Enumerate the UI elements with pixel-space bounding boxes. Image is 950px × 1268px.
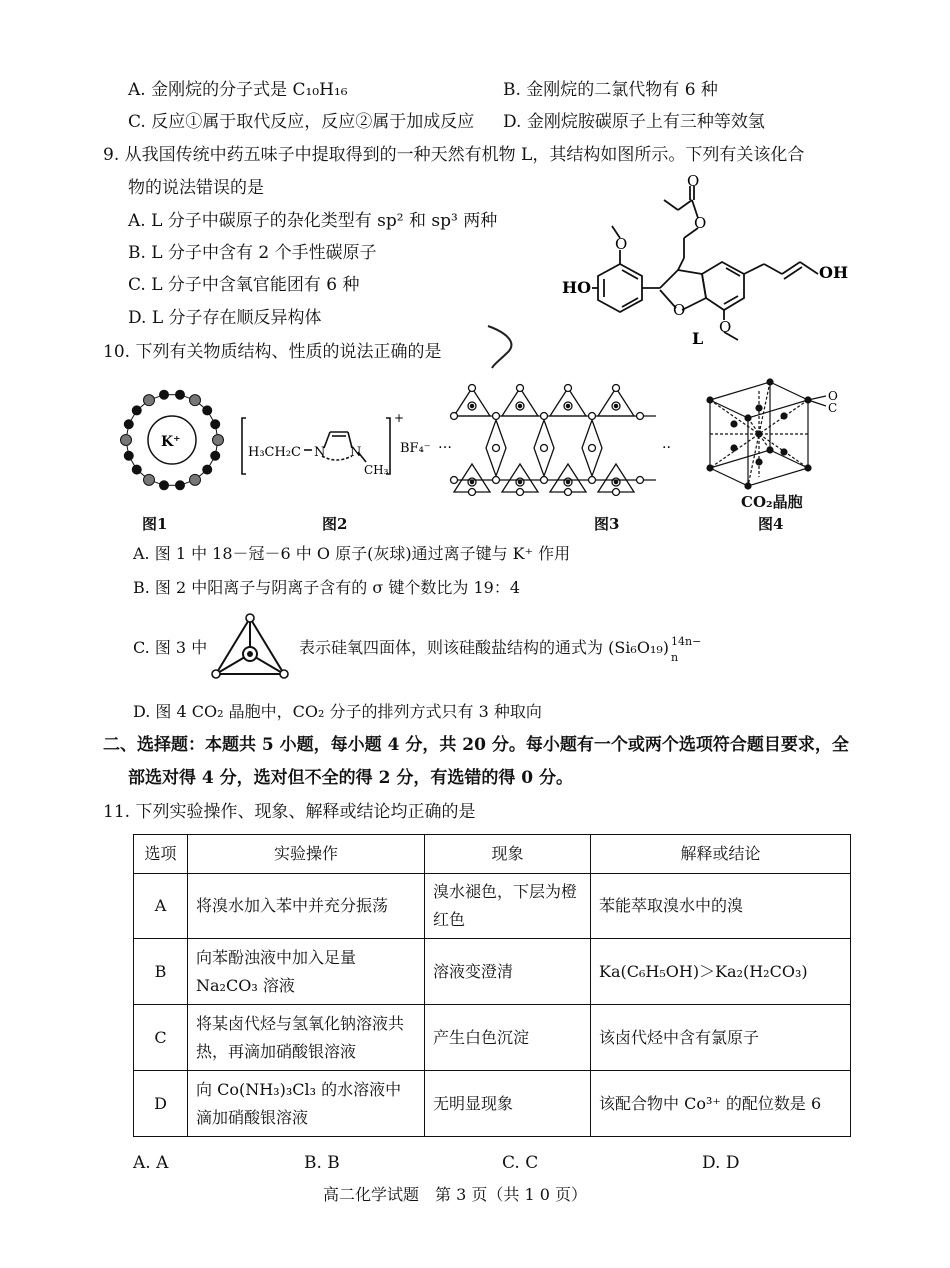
crown-atom — [190, 474, 201, 485]
q11-stem: 11. 下列实验操作、现象、解释或结论均正确的是 — [103, 802, 476, 822]
table-cell-operation: 将溴水加入苯中并充分振荡 — [188, 874, 425, 939]
table-cell-conclusion: Ka(C₆H₅OH)＞Ka₂(H₂CO₃) — [591, 939, 851, 1005]
oxygen-atom — [613, 489, 620, 496]
crown-atom — [175, 390, 184, 399]
q10-stem: 10. 下列有关物质结构、性质的说法正确的是 — [103, 342, 442, 362]
oxygen-atom — [493, 413, 500, 420]
oxygen-atom — [613, 385, 620, 392]
q9-option-a: A. L 分子中碳原子的杂化类型有 sp² 和 sp³ 两种 — [128, 211, 498, 231]
formula-n: n — [671, 651, 679, 664]
experiment-table — [133, 834, 851, 1137]
table-cell-option: A — [134, 874, 188, 939]
table-row — [134, 874, 851, 939]
table-cell-option: D — [134, 1071, 188, 1137]
table-cell-conclusion: 该配合物中 Co³⁺ 的配位数是 6 — [591, 1071, 851, 1137]
oxygen-atom — [493, 445, 500, 452]
ho-label: HO — [562, 278, 592, 297]
methoxy-o-top: O — [615, 235, 628, 253]
oxygen-atom — [541, 477, 548, 484]
q10-option-c-pre: C. 图 3 中 — [133, 638, 208, 657]
formula-charge: 14n− — [671, 635, 702, 648]
crown-atom — [160, 481, 169, 490]
oxygen-atom — [451, 477, 458, 484]
q10-option-b: B. 图 2 中阳离子与阴离子含有的 σ 键个数比为 19：4 — [133, 578, 521, 597]
crown-atom — [175, 481, 184, 490]
q11-choice-b: B. B — [304, 1153, 340, 1173]
co2-molecule — [755, 458, 762, 465]
oxygen-atom — [541, 413, 548, 420]
fig4-o-label: O — [828, 389, 838, 403]
q10-option-d: D. 图 4 CO₂ 晶胞中，CO₂ 分子的排列方式只有 3 种取向 — [133, 702, 542, 721]
table-header: 解释或结论 — [591, 835, 851, 874]
structure-label: L — [692, 329, 704, 348]
q11-choice-d: D. D — [702, 1153, 740, 1173]
crown-atom — [144, 395, 155, 406]
q8-option-d: D. 金刚烷胺碳原子上有三种等效氢 — [503, 112, 765, 132]
oxygen-atom — [517, 489, 524, 496]
co2-molecule — [744, 414, 751, 421]
oxygen-atom — [517, 385, 524, 392]
figure-4-label: 图4 — [758, 515, 784, 533]
q9-stem: 9. 从我国传统中药五味子中提取得到的一种天然有机物 L，其结构如图所示。下列有关该化合 — [103, 145, 805, 165]
crown-atom — [124, 451, 133, 460]
crown-atom — [160, 390, 169, 399]
q9-stem-cont: 物的说法错误的是 — [128, 178, 264, 198]
oxygen-atom — [469, 489, 476, 496]
q10-option-c-post — [299, 635, 703, 664]
ethyl-group: H₃CH₂C — [248, 445, 301, 460]
table-cell-phenomenon: 产生白色沉淀 — [425, 1005, 591, 1071]
figure-2-ionic-liquid — [238, 412, 438, 482]
fig4-c-label: C — [828, 401, 838, 415]
table-cell-operation: 将某卤代烃与氢氧化钠溶液共热，再滴加硝酸银溶液 — [188, 1005, 425, 1071]
molecule-L-structure — [560, 172, 860, 348]
co2-molecule — [780, 448, 787, 455]
co2-molecule — [766, 378, 773, 385]
imidazole-n2: N — [350, 445, 362, 460]
figure-2-label: 图2 — [322, 515, 348, 533]
oxygen-atom — [469, 385, 476, 392]
table-cell-conclusion: 该卤代烃中含有氯原子 — [591, 1005, 851, 1071]
section-2-header-cont: 部选对得 4 分，选对但不全的得 2 分，有选错的得 0 分。 — [128, 768, 573, 788]
co2-molecule — [730, 420, 737, 427]
table-header: 实验操作 — [188, 835, 425, 874]
co2-molecule — [706, 396, 713, 403]
q8-option-a: A. 金刚烷的分子式是 C₁₀H₁₆ — [128, 80, 348, 100]
fig3-ellipsis-right: .. — [662, 436, 671, 452]
table-cell-phenomenon: 无明显现象 — [425, 1071, 591, 1137]
figure-1-crown-ether — [112, 382, 232, 502]
table-cell-phenomenon: 溶液变澄清 — [425, 939, 591, 1005]
q8-option-c: C. 反应①属于取代反应，反应②属于加成反应 — [128, 112, 475, 132]
oxygen-atom — [637, 477, 644, 484]
figure-3-silicate — [436, 380, 676, 500]
crown-atom — [144, 474, 155, 485]
table-cell-conclusion: 苯能萃取溴水中的溴 — [591, 874, 851, 939]
section-2-header: 二、选择题：本题共 5 小题，每小题 4 分，共 20 分。每小题有一个或两个选项符合题目要求，全 — [103, 735, 849, 755]
oxygen-atom — [637, 413, 644, 420]
table-header: 选项 — [134, 835, 188, 874]
co2-molecule — [766, 446, 773, 453]
co2-molecule — [804, 396, 811, 403]
oxygen-atom — [493, 477, 500, 484]
table-cell-operation: 向 Co(NH₃)₃Cl₃ 的水溶液中滴加硝酸银溶液 — [188, 1071, 425, 1137]
co2-molecule — [755, 430, 762, 437]
page-footer: 高二化学试题 第 3 页（共 1 0 页） — [323, 1185, 587, 1204]
table-cell-option: B — [134, 939, 188, 1005]
oxygen-atom — [565, 385, 572, 392]
co2-molecule — [744, 482, 751, 489]
oxygen-atom — [589, 413, 596, 420]
table-header: 现象 — [425, 835, 591, 874]
q9-option-b: B. L 分子中含有 2 个手性碳原子 — [128, 243, 377, 263]
q11-choice-c: C. C — [502, 1153, 539, 1173]
co2-molecule — [780, 412, 787, 419]
q8-option-b: B. 金刚烷的二氯代物有 6 种 — [503, 80, 718, 100]
table-header-row — [134, 835, 851, 874]
oxygen-atom — [451, 413, 458, 420]
table-row — [134, 939, 851, 1005]
table-cell-operation: 向苯酚浊液中加入足量 Na₂CO₃ 溶液 — [188, 939, 425, 1005]
table-cell-phenomenon: 溴水褪色，下层为橙红色 — [425, 874, 591, 939]
ring-o: O — [673, 301, 686, 319]
oxygen-atom — [565, 489, 572, 496]
methoxy-o-bottom: O — [719, 318, 732, 336]
crown-atom — [211, 451, 220, 460]
figure-4-co2-cell — [700, 378, 840, 490]
table-cell-option: C — [134, 1005, 188, 1071]
bf4-anion: BF₄⁻ — [400, 441, 431, 456]
co2-molecule — [730, 444, 737, 451]
co2-molecule — [706, 464, 713, 471]
handwritten-mark — [484, 322, 524, 372]
q10-option-c-text: 表示硅氧四面体，则该硅酸盐结构的通式为 (Si₆O₁₉) — [299, 638, 670, 657]
cation-charge: + — [394, 411, 405, 425]
crown-atom — [203, 465, 212, 474]
fig3-ellipsis-left: … — [438, 436, 452, 452]
imidazole-n1: N — [314, 445, 326, 460]
crown-atom — [132, 465, 141, 474]
crown-atom — [211, 420, 220, 429]
q9-option-d: D. L 分子存在顺反异构体 — [128, 308, 322, 328]
crown-atom — [124, 420, 133, 429]
table-row — [134, 1071, 851, 1137]
oh-label: OH — [819, 263, 849, 282]
figure-3-label: 图3 — [594, 515, 620, 533]
table-row — [134, 1005, 851, 1071]
k-ion-label: K⁺ — [161, 434, 181, 450]
crown-atom — [121, 435, 132, 446]
ester-o: O — [694, 214, 707, 232]
crown-atom — [213, 435, 224, 446]
figure-4-caption: CO₂晶胞 — [741, 493, 803, 511]
co2-molecule — [804, 464, 811, 471]
oxygen-atom — [589, 445, 596, 452]
crown-atom — [190, 395, 201, 406]
oxygen-atom — [541, 445, 548, 452]
crown-atom — [203, 406, 212, 415]
crown-atom — [132, 406, 141, 415]
q10-option-a: A. 图 1 中 18－冠－6 中 O 原子(灰球)通过离子键与 K⁺ 作用 — [133, 544, 571, 563]
q11-choice-a: A. A — [133, 1153, 169, 1173]
co2-molecule — [755, 404, 762, 411]
oxygen-atom — [589, 477, 596, 484]
q9-option-c: C. L 分子中含氧官能团有 6 种 — [128, 275, 360, 295]
silicon-tetrahedron-icon — [212, 614, 288, 678]
carbonyl-o: O — [687, 172, 700, 190]
methyl-group: CH₃ — [364, 463, 389, 477]
figure-1-label: 图1 — [142, 515, 168, 533]
